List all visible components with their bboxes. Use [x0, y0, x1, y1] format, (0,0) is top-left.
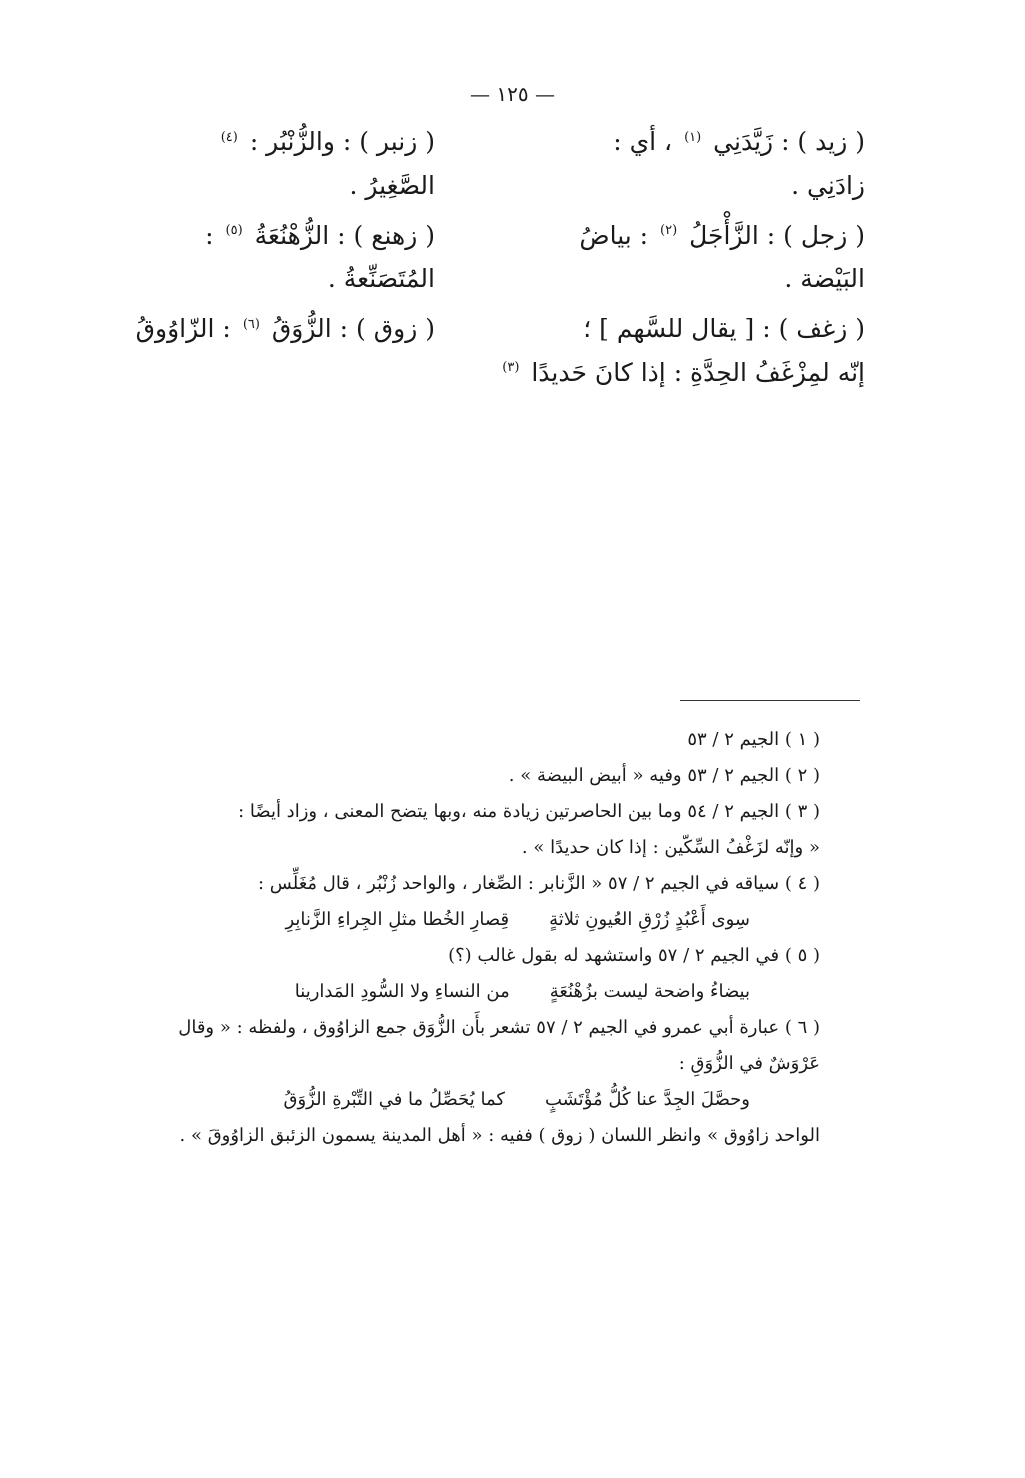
footnote-2: ( ٢ ) الجيم ٢ / ٥٣ وفيه « أبيض البيضة » . [508, 765, 820, 786]
right-column [490, 120, 865, 401]
page-number: — ١٢٥ — [470, 82, 555, 106]
entry-head: ( زغف ) : [ يقال للسَّهم ] ؛ [583, 314, 865, 343]
verse-hemistich-1: وحصَّلَ الجِدَّ عنا كُلُّ مُؤْتَشَبٍ [544, 1089, 750, 1110]
entry-head: ( زنبر ) : والزُّنْبُر : [249, 127, 435, 156]
entry-continuation [490, 351, 865, 395]
entry-tail: ، أي : [613, 127, 673, 156]
verse-hemistich-1: بيضاءُ واضحة ليست بزُهْنُعَةٍ [549, 981, 750, 1002]
footnote-4-verse [95, 902, 820, 938]
footnote-ref[interactable]: (٥) [225, 223, 243, 239]
footnote-6-line-1: ( ٦ ) عبارة أبي عمرو في الجيم ٢ / ٥٧ تشعر بأَن الزُّوَق جمع الزاوُوق ، ولفظه : « وقال [178, 1017, 820, 1038]
entry-continuation: المُتَصَنِّعةُ . [327, 264, 435, 294]
entry-head: ( زيد ) : زَيَّدَنِي [713, 127, 865, 156]
footnote-1: ( ١ ) الجيم ٢ / ٥٣ [687, 729, 820, 750]
footnote-ref[interactable]: (٢) [660, 223, 678, 239]
footnotes [95, 722, 820, 1154]
footnote-5-line-1: ( ٥ ) في الجيم ٢ / ٥٧ واستشهد له بقول غالب (؟) [448, 945, 820, 966]
entry-continuation: البَيْضة . [784, 264, 865, 294]
entry-tail: : بياضُ [579, 220, 649, 250]
entry-continuation: زادَنِي . [791, 170, 865, 200]
dictionary-entries [105, 120, 865, 401]
entry-zhn [105, 214, 435, 302]
footnote-ref[interactable]: (٦) [242, 316, 260, 332]
verse-hemistich-2: من النساءِ ولا السُّودِ المَدارينا [294, 981, 510, 1002]
footnote-ref[interactable]: (٤) [220, 129, 238, 145]
entry-zghf [490, 307, 865, 395]
entry-continuation-text: إنّه لمِزْغَفُ الحِدَّةِ : إذا كانَ حَديدًا [531, 357, 865, 387]
entry-head: ( زوق ) : الزُّوَقُ [271, 314, 435, 343]
left-column [105, 120, 435, 401]
entry-zyd [490, 120, 865, 208]
footnote-ref[interactable]: (١) [684, 129, 702, 145]
verse-hemistich-2: كما يُحَصِّلُ ما في التِّبْرةِ الزُّوَقُ [283, 1089, 505, 1110]
entry-zjl [490, 214, 865, 302]
footnote-divider [680, 700, 860, 701]
entry-continuation: الصَّغِيرُ . [349, 170, 435, 200]
entry-zwq [105, 307, 435, 351]
entry-head: ( زجل ) : الزَّأْجَلُ [689, 220, 865, 250]
footnote-6-line-2: عَرْوَشٌ في الزُّوَقِ : [678, 1053, 820, 1074]
footnote-5-verse [95, 974, 820, 1010]
verse-hemistich-1: سِوى أَعْبُدٍ زُرْقِ العُيونِ ثلاثةٍ [549, 909, 750, 930]
entry-tail: : الزّاوُوقُ [135, 314, 231, 343]
footnote-6-verse [95, 1082, 820, 1118]
verse-hemistich-2: قِصارِ الخُطا مثلِ الجِراءِ الزَّنابِرِ [285, 909, 510, 930]
entry-znbr [105, 120, 435, 208]
entry-head: ( زهنع ) : الزُّهْنُعَةُ [254, 220, 435, 250]
footnote-3-line-2: « وإنّه لزَغْفُ السِّكّين : إذا كان حديدًا » . [521, 837, 820, 858]
footnote-6-line-3: الواحد زاوُوق » وانظر اللسان ( زوق ) ففيه : « أهل المدينة يسمون الزئبق الزاوُوقَ » . [179, 1125, 820, 1146]
footnote-3-line-1: ( ٣ ) الجيم ٢ / ٥٤ وما بين الحاصرتين زيادة منه ،وبها يتضح المعنى ، وزاد أيضًا : [238, 801, 820, 822]
footnote-4-line-1: ( ٤ ) سياقه في الجيم ٢ / ٥٧ « الزَّنابر : الصِّغار ، والواحد زُنْبُر ، قال مُغَلِّس : [258, 873, 820, 894]
footnote-ref[interactable]: (٣) [502, 360, 520, 376]
entry-tail: : [205, 220, 214, 250]
